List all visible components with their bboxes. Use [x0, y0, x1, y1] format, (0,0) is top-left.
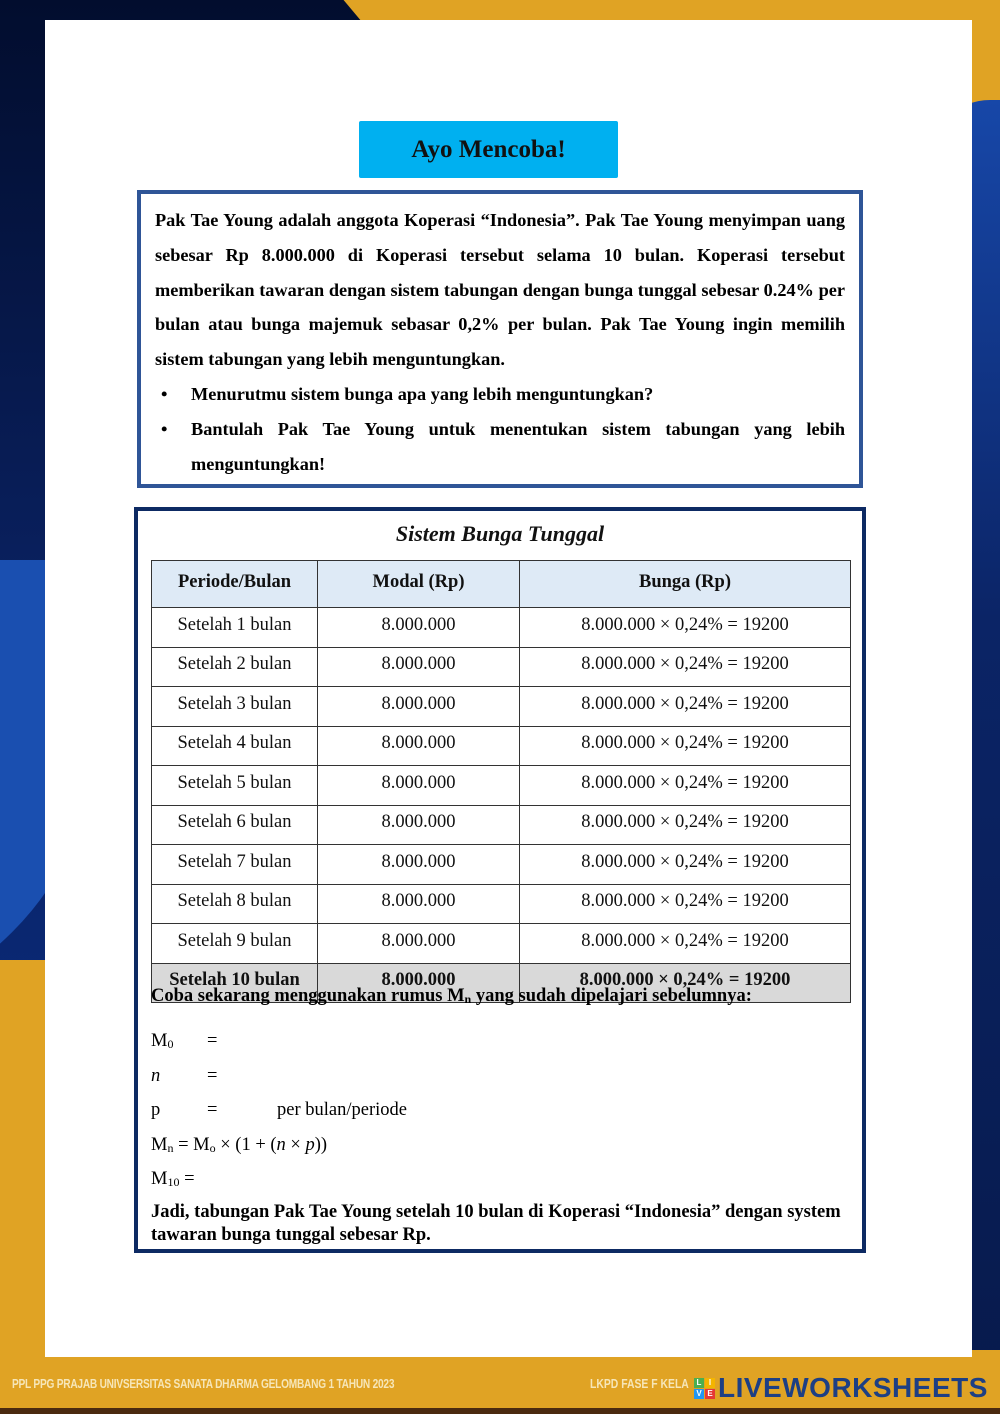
liveworksheets-wordmark: LIVEWORKSHEETS — [718, 1372, 988, 1403]
section-title: Ayo Mencoba! — [359, 121, 618, 178]
problem-statement-box — [137, 190, 863, 488]
logo-letter-square: V — [694, 1389, 704, 1399]
table-row — [152, 726, 851, 766]
cell-period: Setelah 2 bulan — [152, 647, 318, 687]
cell-capital: 8.000.000 — [318, 884, 520, 924]
cell-capital: 8.000.000 — [318, 647, 520, 687]
question-text: Menurutmu sistem bunga apa yang lebih menguntungkan? — [191, 383, 654, 404]
table-row — [152, 924, 851, 964]
p-label: p — [151, 1100, 161, 1120]
cell-capital: 8.000.000 — [318, 726, 520, 766]
cell-interest: 8.000.000 × 0,24% = 19200 — [520, 884, 851, 924]
cell-period: Setelah 9 bulan — [152, 924, 318, 964]
instruction-text: Coba sekarang menggunakan rumus M — [151, 986, 465, 1006]
p-row — [151, 1093, 851, 1128]
table-row — [152, 647, 851, 687]
liveworksheets-logo[interactable] — [694, 1372, 988, 1404]
header-interest: Bunga (Rp) — [520, 561, 851, 608]
m10-row — [151, 1162, 851, 1197]
cell-period: Setelah 8 bulan — [152, 884, 318, 924]
question-list — [155, 377, 845, 481]
p-suffix: per bulan/periode — [277, 1100, 407, 1120]
cell-period: Setelah 6 bulan — [152, 805, 318, 845]
header-period: Periode/Bulan — [152, 561, 318, 608]
m10-symbol: M — [151, 1169, 168, 1189]
table-row — [152, 687, 851, 727]
equals-sign: = — [207, 1031, 218, 1051]
cell-period: Setelah 1 bulan — [152, 608, 318, 648]
cell-capital: 8.000.000 — [318, 766, 520, 806]
cell-interest: 8.000.000 × 0,24% = 19200 — [520, 608, 851, 648]
question-item — [155, 412, 845, 482]
instruction-text: yang sudah dipelajari sebelumnya: — [471, 986, 752, 1006]
logo-letter-square: L — [694, 1378, 704, 1388]
cell-interest: 8.000.000 × 0,24% = 19200 — [520, 963, 851, 1003]
cell-capital: 8.000.000 — [318, 608, 520, 648]
mn-formula-row — [151, 1128, 851, 1163]
footer-worksheet-text: LKPD FASE F KELA — [590, 1376, 689, 1391]
calculation-box — [134, 507, 866, 1253]
live-squares-icon — [694, 1378, 715, 1399]
cell-capital: 8.000.000 — [318, 963, 520, 1003]
formula-section — [151, 983, 851, 1265]
cell-interest: 8.000.000 × 0,24% = 19200 — [520, 845, 851, 885]
cell-capital: 8.000.000 — [318, 924, 520, 964]
instruction-subscript: n — [464, 992, 472, 1006]
problem-paragraph: Pak Tae Young adalah anggota Koperasi “Indonesia”. Pak Tae Young menyimpan uang sebesar Rp 8.000.000 di Koperasi tersebut selama 10 bulan. Koperasi tersebut memberikan tawaran dengan sistem tabungan dengan bunga tunggal sebesar 0.24% per bulan atau bunga majemuk sebasar 0,2% per bulan. Pak Tae Young ingin memilih sistem tabungan yang lebih menguntungkan. — [155, 210, 845, 370]
interest-table — [151, 560, 851, 1003]
equals-sign: = — [207, 1065, 218, 1086]
logo-letter-square: I — [705, 1378, 715, 1388]
formula-part: )) — [314, 1134, 328, 1155]
m0-symbol: M — [151, 1031, 168, 1051]
table-header-row — [152, 561, 851, 608]
cell-interest: 8.000.000 × 0,24% = 19200 — [520, 687, 851, 727]
cell-period: Setelah 5 bulan — [152, 766, 318, 806]
m0-subscript: 0 — [167, 1037, 174, 1051]
mn-symbol: M — [151, 1134, 168, 1155]
header-capital: Modal (Rp) — [318, 561, 520, 608]
n-label: n — [151, 1065, 161, 1086]
cell-period: Setelah 7 bulan — [152, 845, 318, 885]
formula-instruction — [151, 983, 851, 1012]
cell-capital: 8.000.000 — [318, 845, 520, 885]
n-row — [151, 1059, 851, 1094]
cell-interest: 8.000.000 × 0,24% = 19200 — [520, 726, 851, 766]
formula-p: p — [305, 1134, 315, 1155]
calculation-title: Sistem Bunga Tunggal — [395, 521, 605, 546]
cell-period: Setelah 4 bulan — [152, 726, 318, 766]
mo-subscript: o — [209, 1140, 216, 1155]
table-row — [152, 805, 851, 845]
m0-label — [151, 1024, 207, 1062]
cell-period: Setelah 10 bulan — [152, 963, 318, 1003]
question-text: Bantulah Pak Tae Young untuk menentukan sistem tabungan yang lebih menguntungkan! — [191, 418, 845, 474]
formula-n: n — [276, 1134, 286, 1155]
footer-institution-text: PPL PPG PRAJAB UNIVSERSITAS SANATA DHARMA GELOMBANG 1 TAHUN 2023 — [12, 1376, 395, 1391]
table-row — [152, 608, 851, 648]
cell-interest: 8.000.000 × 0,24% = 19200 — [520, 647, 851, 687]
cell-interest: 8.000.000 × 0,24% = 19200 — [520, 924, 851, 964]
m0-row — [151, 1024, 851, 1059]
cell-capital: 8.000.000 — [318, 687, 520, 727]
table-row — [152, 884, 851, 924]
logo-letter-square: E — [705, 1389, 715, 1399]
equals-sign: = — [207, 1100, 218, 1120]
question-item — [155, 377, 845, 412]
bullet-icon: • — [161, 383, 168, 404]
mn-subscript: n — [167, 1140, 174, 1155]
table-row — [152, 766, 851, 806]
formula-part: = M — [173, 1134, 210, 1155]
formula-part: × (1 + ( — [215, 1134, 277, 1155]
formula-part: × — [285, 1134, 306, 1155]
bullet-icon: • — [161, 418, 168, 439]
cell-interest: 8.000.000 × 0,24% = 19200 — [520, 805, 851, 845]
conclusion-text: Jadi, tabungan Pak Tae Young setelah 10 bulan di Koperasi “Indonesia” dengan system tawaran bunga tunggal sebesar Rp. — [151, 1201, 841, 1245]
equals-sign: = — [179, 1169, 195, 1189]
cell-capital: 8.000.000 — [318, 805, 520, 845]
cell-interest: 8.000.000 × 0,24% = 19200 — [520, 766, 851, 806]
cell-period: Setelah 3 bulan — [152, 687, 318, 727]
m10-subscript: 10 — [167, 1175, 180, 1189]
table-row — [152, 845, 851, 885]
